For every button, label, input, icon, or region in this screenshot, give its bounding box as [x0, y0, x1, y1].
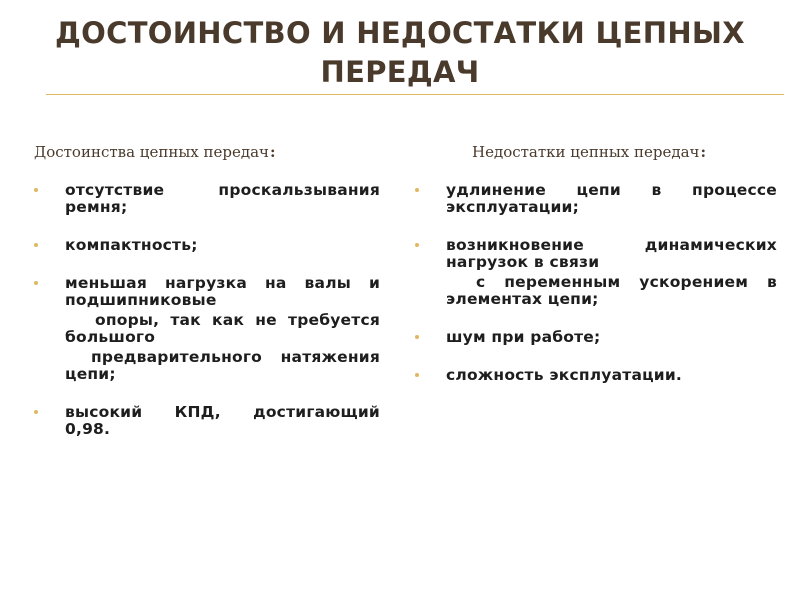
- bullet-icon: [415, 373, 419, 377]
- list-item-text: удлинение цепи в процессе: [446, 181, 777, 199]
- list-item-text: компактность;: [65, 236, 198, 254]
- advantages-list: [34, 182, 380, 459]
- disadvantages-heading: [472, 143, 706, 161]
- list-item-text: возникновение динамических: [446, 236, 777, 254]
- list-item-text: цепи;: [65, 365, 116, 383]
- disadvantages-heading-colon: :: [700, 143, 706, 161]
- list-item: [34, 182, 380, 216]
- bullet-icon: [34, 188, 38, 192]
- list-item: [34, 237, 380, 254]
- list-item-text: эксплуатации;: [446, 198, 579, 216]
- advantages-heading: [34, 143, 276, 161]
- bullet-icon: [34, 243, 38, 247]
- disadvantages-list: [415, 182, 777, 405]
- list-item-text: нагрузок в связи: [446, 253, 600, 271]
- slide-title: ДОСТОИНСТВО И НЕДОСТАТКИ ЦЕПНЫХ ПЕРЕДАЧ: [55, 16, 745, 89]
- list-item-text: подшипниковые: [65, 291, 217, 309]
- list-item: [415, 182, 777, 216]
- list-item-text: большого: [65, 328, 156, 346]
- list-item-text: элементах цепи;: [446, 290, 599, 308]
- title-divider: [46, 94, 784, 95]
- list-item: [34, 275, 380, 383]
- list-item: [415, 367, 777, 384]
- list-item-text: шум при работе;: [446, 328, 601, 346]
- list-item-text: высокий КПД, достигающий: [65, 403, 380, 421]
- list-item-text: отсутствие проскальзывания: [65, 181, 380, 199]
- list-item-text: ремня;: [65, 198, 128, 216]
- bullet-icon: [415, 188, 419, 192]
- list-item-text: сложность эксплуатации.: [446, 366, 683, 384]
- list-item: [415, 237, 777, 308]
- advantages-heading-text: Достоинства цепных передач: [34, 143, 269, 161]
- list-item-text: с переменным ускорением в: [476, 273, 777, 291]
- bullet-icon: [415, 335, 419, 339]
- bullet-icon: [34, 281, 38, 285]
- bullet-icon: [415, 243, 419, 247]
- list-item: [415, 329, 777, 346]
- list-item-text: опоры, так как не требуется: [95, 311, 380, 329]
- advantages-heading-colon: :: [269, 143, 276, 161]
- list-item: [34, 404, 380, 438]
- list-item-text: меньшая нагрузка на валы и: [65, 274, 380, 292]
- list-item-text: 0,98.: [65, 420, 111, 438]
- bullet-icon: [34, 410, 38, 414]
- disadvantages-heading-text: Недостатки цепных передач: [472, 143, 700, 161]
- list-item-text: предварительного натяжения: [91, 348, 380, 366]
